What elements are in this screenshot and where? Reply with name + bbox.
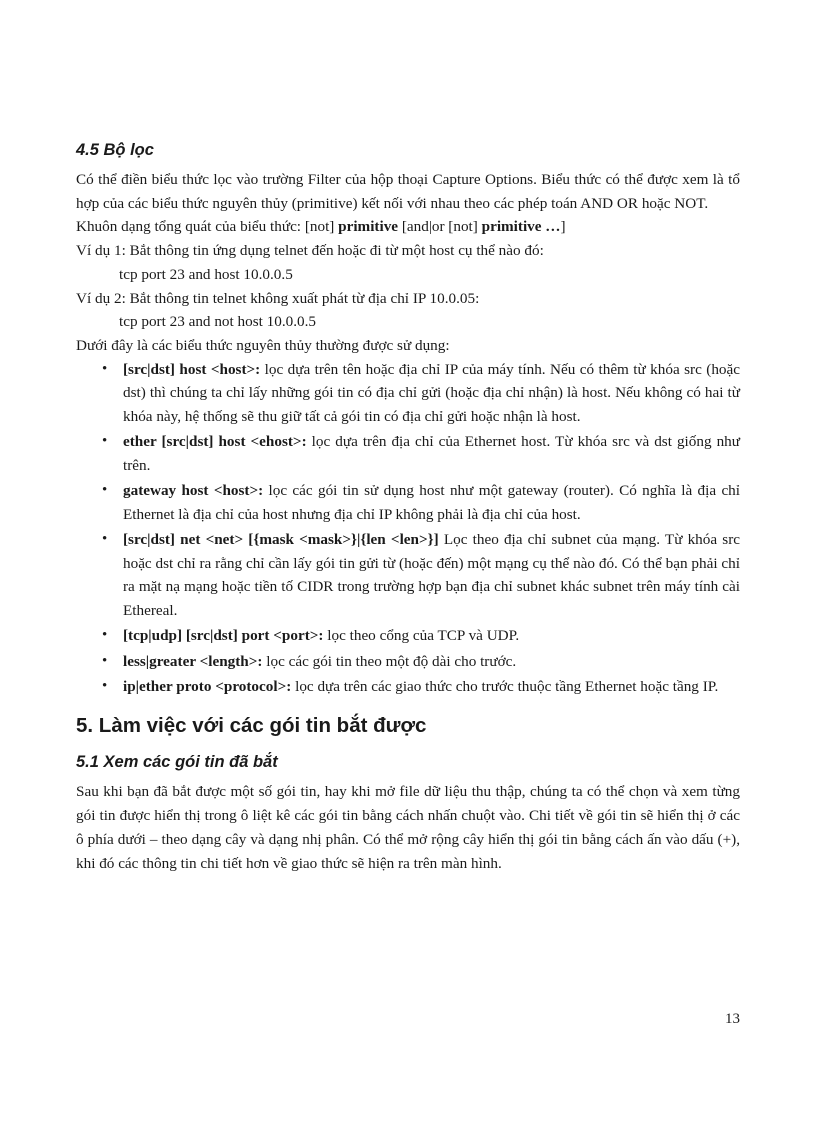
list-item-term: gateway host <host>: — [123, 482, 264, 500]
list-item-desc: lọc các gói tin sử dụng host như một gateway (router). Có nghĩa là địa chỉ Ethernet là địa chỉ của host nhưng địa chỉ IP không phải là địa chỉ của host. — [123, 482, 740, 523]
format-primitive-1: primitive — [338, 218, 399, 236]
list-item — [76, 479, 740, 526]
section-5-1-title: 5.1 Xem các gói tin đã bắt — [76, 753, 278, 772]
section-4-5-intro: Có thể điền biểu thức lọc vào trường Filter của hộp thoại Capture Options. Biểu thức có thể được xem là tổ hợp của các biểu thức nguyên thủy (primitive) kết nối với nhau theo các phép toán AND OR hoặc NOT. — [76, 171, 740, 212]
list-item-desc: lọc dựa trên các giao thức cho trước thuộc tầng Ethernet hoặc tầng IP. — [291, 677, 719, 695]
example-2-label: Ví dụ 2: Bắt thông tin telnet không xuất phát từ địa chỉ IP 10.0.05: — [76, 289, 480, 307]
example-1-label: Ví dụ 1: Bắt thông tin ứng dụng telnet đến hoặc đi từ một host cụ thể nào đó: — [76, 242, 544, 260]
format-suffix: ] — [560, 218, 566, 236]
list-item — [76, 624, 740, 648]
list-item-term: [src|dst] host <host>: — [123, 360, 261, 378]
list-item — [76, 528, 740, 623]
list-item-term: ether [src|dst] host <ehost>: — [123, 433, 307, 451]
list-item — [76, 650, 740, 674]
section-5-title: 5. Làm việc với các gói tin bắt được — [76, 714, 427, 738]
format-prefix: Khuôn dạng tổng quát của biểu thức: [not] — [76, 218, 339, 236]
example-2-code: tcp port 23 and not host 10.0.0.5 — [119, 313, 316, 331]
list-item-desc: lọc các gói tin theo một độ dài cho trước. — [262, 652, 517, 670]
list-item — [76, 675, 740, 699]
format-line — [76, 215, 740, 239]
format-mid: [and|or [not] — [398, 218, 482, 236]
list-item-desc: lọc dựa trên tên hoặc địa chỉ IP của máy tính. Nếu có thêm từ khóa src (hoặc dst) thì chúng ta chỉ lấy những gói tin có địa chỉ gửi (hoặc địa chỉ nhận) là host. Nếu không có hai từ khóa này, hệ thống sẽ thu giữ tất cả gói tin có địa chỉ gửi hoặc nhận là host. — [123, 360, 740, 426]
list-item-desc: lọc theo cổng của TCP và UDP. — [323, 627, 520, 645]
page-content — [76, 138, 740, 875]
list-item-term: ip|ether proto <protocol>: — [123, 677, 292, 695]
primitive-list — [76, 358, 740, 699]
page-number: 13 — [725, 1011, 740, 1027]
section-4-5-title: 4.5 Bộ lọc — [76, 141, 154, 159]
list-item — [76, 358, 740, 429]
example-1-code: tcp port 23 and host 10.0.0.5 — [119, 265, 293, 283]
list-item-term: less|greater <length>: — [123, 652, 263, 670]
list-item-desc: lọc dựa trên địa chỉ của Ethernet host. Từ khóa src và dst giống như trên. — [123, 433, 740, 474]
list-item-term: [tcp|udp] [src|dst] port <port>: — [123, 627, 324, 645]
format-primitive-2: primitive … — [481, 218, 561, 236]
section-5-1-body: Sau khi bạn đã bắt được một số gói tin, hay khi mở file dữ liệu thu thập, chúng ta có thể chọn và xem từng gói tin được hiển thị trong ô liệt kê các gói tin bằng cách nhấn chuột vào. Chi tiết về gói tin sẽ hiển thị ở các ô phía dưới – theo dạng cây và dạng nhị phân. Có thể mở rộng cây hiển thị gói tin bằng cách ấn vào dấu (+), khi đó các thông tin chi tiết hơn về giao thức sẽ hiện ra trên màn hình. — [76, 783, 740, 872]
list-intro: Dưới đây là các biểu thức nguyên thủy thường được sử dụng: — [76, 336, 450, 354]
list-item — [76, 430, 740, 477]
list-item-term: [src|dst] net <net> [{mask <mask>}|{len <len>}] — [123, 531, 439, 549]
list-item-desc: Lọc theo địa chỉ subnet của mạng. Từ khóa src hoặc dst chỉ ra rằng chỉ cần lấy gói tin gửi từ (hoặc đến) một mạng cụ thể nào đó. Có thể bạn phải chỉ ra mặt nạ mạng hoặc tiền tố CIDR trong trường hợp bạn địa chỉ subnet khác subnet trên máy tính cài Ethereal. — [123, 531, 740, 620]
